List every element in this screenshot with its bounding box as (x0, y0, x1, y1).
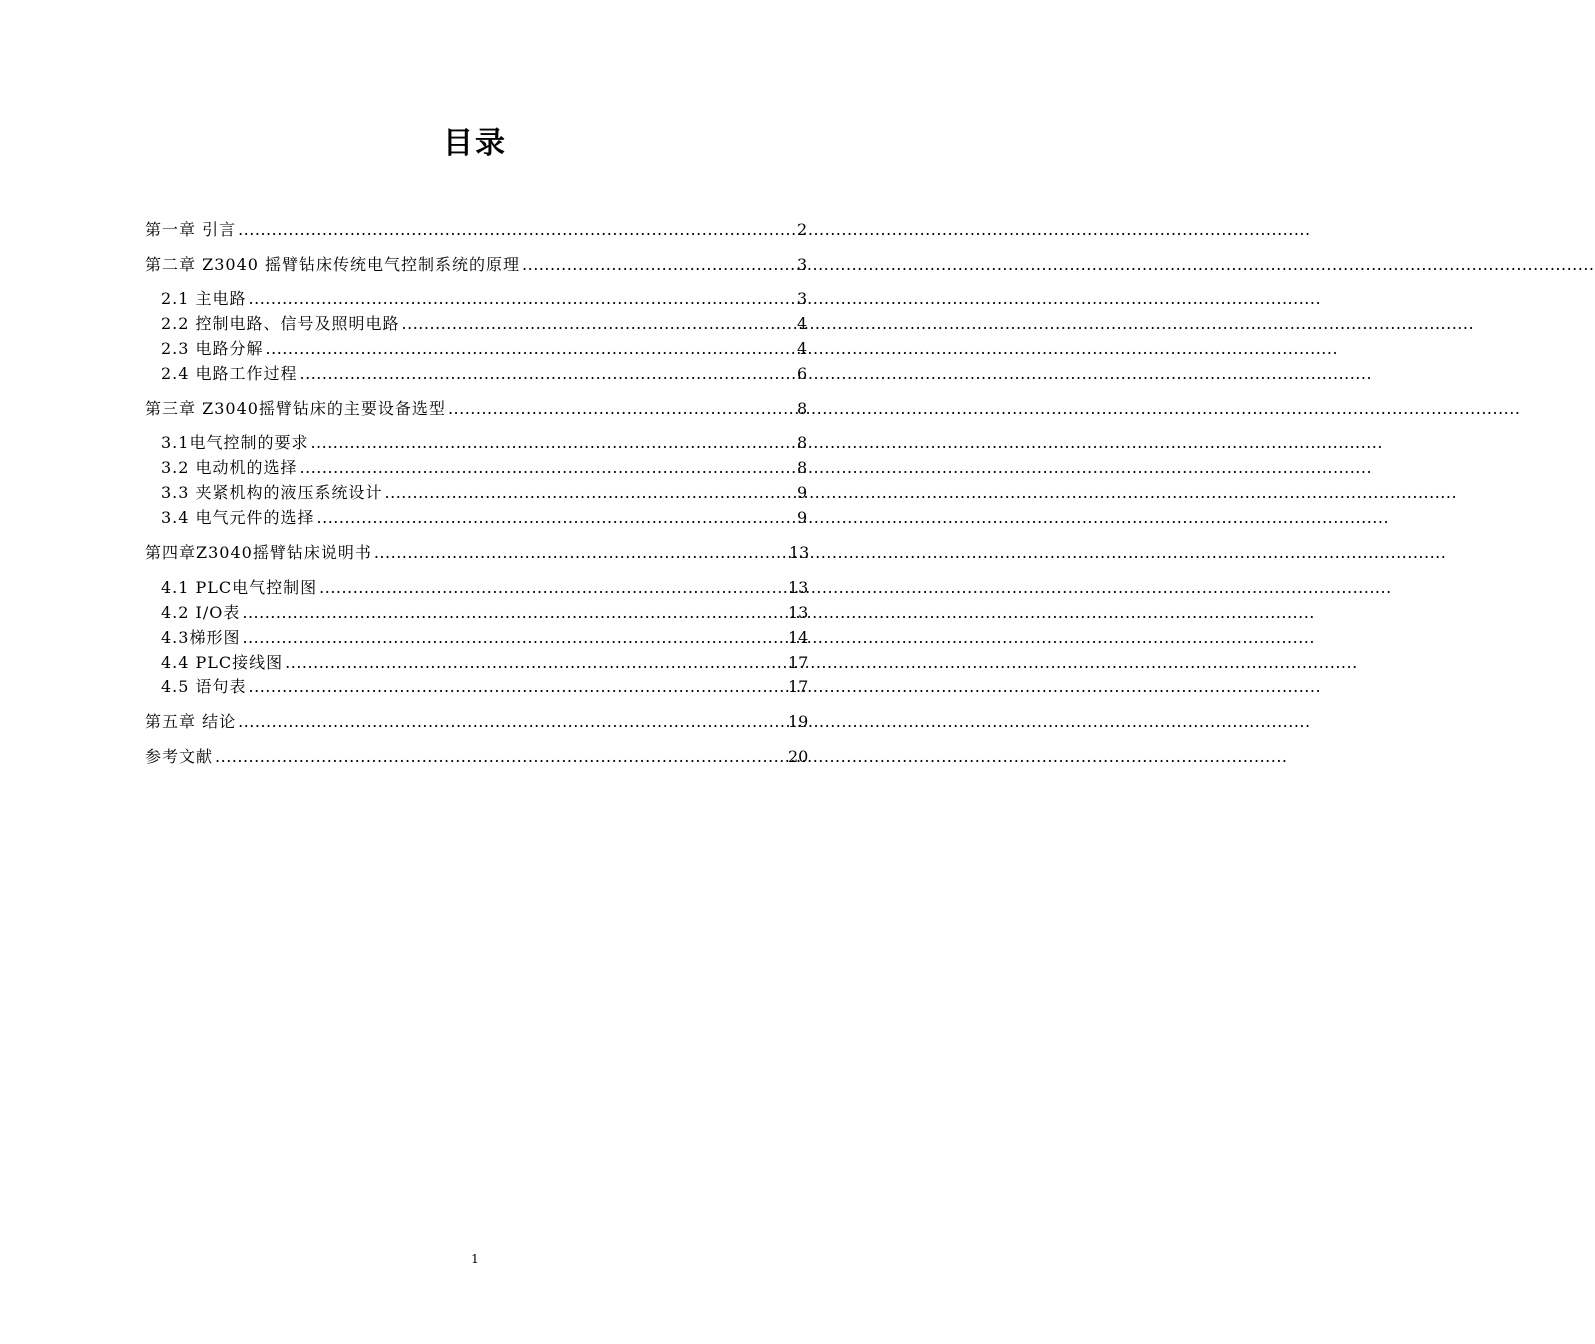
toc-entry-page: 20 (788, 747, 809, 766)
toc-entry-4[interactable] (161, 336, 808, 360)
toc-dot-leader (249, 288, 1322, 310)
toc-entry-7[interactable] (161, 430, 886, 454)
toc-entry-label: 2.4 电路工作过程 (161, 364, 298, 383)
toc-entry-page: 13 (788, 603, 809, 622)
toc-entry-1[interactable] (145, 252, 837, 276)
toc-entry-14[interactable] (161, 625, 891, 649)
toc-entry-16[interactable] (161, 674, 891, 698)
toc-dot-leader (402, 313, 1475, 335)
toc-entry-page: 4 (797, 314, 808, 333)
toc-entry-page: 6 (797, 364, 808, 383)
toc-entry-18[interactable] (145, 744, 895, 768)
toc-entry-label: 4.1 PLC电气控制图 (161, 578, 318, 597)
toc-entry-page: 14 (788, 628, 809, 647)
toc-dot-leader (319, 577, 1392, 599)
toc-entry-12[interactable] (161, 575, 878, 599)
toc-dot-leader (242, 627, 1315, 649)
toc-entry-label: 第五章 结论 (145, 712, 237, 731)
toc-entry-13[interactable] (161, 600, 893, 624)
toc-entry-page: 17 (788, 677, 809, 696)
toc-dot-leader (285, 652, 1358, 674)
toc-entry-3[interactable] (161, 311, 865, 335)
toc-entry-label: 4.2 I/O表 (161, 603, 241, 622)
toc-entry-label: 第一章 引言 (145, 220, 237, 239)
toc-dot-leader (238, 711, 1311, 733)
toc-entry-label: 3.1电气控制的要求 (161, 433, 309, 452)
toc-dot-leader (317, 507, 1390, 529)
toc-entry-6[interactable] (145, 396, 858, 420)
toc-entry-10[interactable] (161, 505, 887, 529)
toc-entry-label: 3.3 夹紧机构的液压系统设计 (161, 483, 383, 502)
toc-dot-leader (242, 602, 1315, 624)
toc-entry-page: 3 (797, 289, 808, 308)
toc-entry-label: 3.4 电气元件的选择 (161, 508, 315, 527)
toc-entry-label: 第三章 Z3040摇臂钻床的主要设备选型 (145, 399, 446, 418)
toc-entry-label: 2.3 电路分解 (161, 339, 264, 358)
toc-entry-page: 4 (797, 339, 808, 358)
page-title: 目录 (443, 126, 507, 161)
toc-entry-page: 9 (797, 508, 808, 527)
toc-entry-11[interactable] (145, 540, 863, 564)
toc-entry-15[interactable] (161, 650, 885, 674)
toc-entry-label: 参考文献 (145, 747, 214, 766)
toc-entry-8[interactable] (161, 455, 891, 479)
toc-entry-label: 2.2 控制电路、信号及照明电路 (161, 314, 400, 333)
toc-dot-leader (385, 482, 1458, 504)
toc-entry-label: 第二章 Z3040 摇臂钻床传统电气控制系统的原理 (145, 255, 521, 274)
toc-entry-label: 3.2 电动机的选择 (161, 458, 298, 477)
toc-entry-page: 2 (797, 220, 808, 239)
toc-dot-leader (215, 746, 1288, 768)
toc-entry-label: 4.3梯形图 (161, 628, 241, 647)
toc-entry-label: 2.1 主电路 (161, 289, 247, 308)
toc-dot-leader (522, 254, 1595, 276)
toc-entry-page: 8 (797, 399, 808, 418)
toc-entry-page: 13 (789, 543, 810, 562)
page-number: 1 (471, 1252, 479, 1266)
toc-entry-5[interactable] (161, 361, 891, 385)
toc-entry-page: 3 (797, 255, 808, 274)
toc-entry-page: 17 (788, 653, 809, 672)
toc-dot-leader (249, 676, 1322, 698)
toc-dot-leader (374, 542, 1447, 564)
toc-entry-page: 13 (788, 578, 809, 597)
toc-entry-9[interactable] (161, 480, 872, 504)
toc-dot-leader (448, 398, 1521, 420)
toc-entry-label: 4.5 语句表 (161, 677, 247, 696)
toc-entry-label: 第四章Z3040摇臂钻床说明书 (145, 543, 372, 562)
toc-entry-page: 8 (797, 433, 808, 452)
toc-entry-0[interactable] (145, 217, 817, 241)
toc-dot-leader (300, 363, 1373, 385)
toc-entry-page: 9 (797, 483, 808, 502)
toc-entry-label: 4.4 PLC接线图 (161, 653, 284, 672)
toc-dot-leader (300, 457, 1373, 479)
toc-entry-17[interactable] (145, 709, 892, 733)
toc-entry-page: 19 (788, 712, 809, 731)
toc-dot-leader (238, 219, 1311, 241)
toc-dot-leader (310, 432, 1383, 454)
toc-entry-page: 8 (797, 458, 808, 477)
toc-entry-2[interactable] (161, 286, 903, 310)
